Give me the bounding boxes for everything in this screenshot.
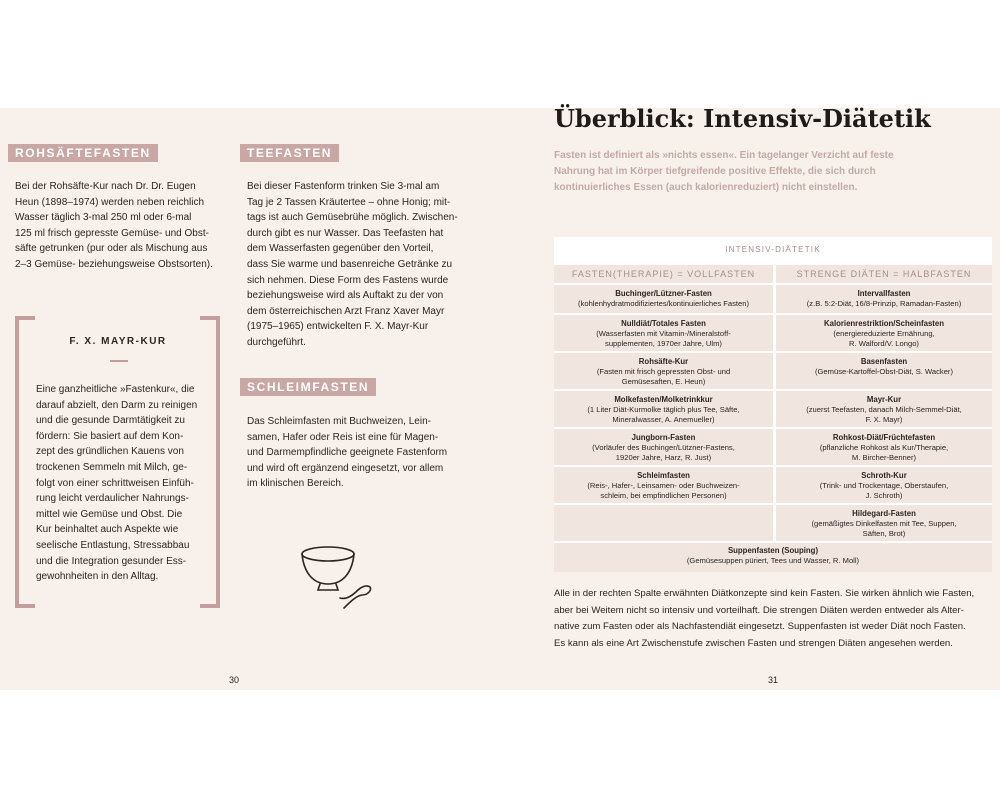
box-bracket-left [15,316,35,608]
table-cell: Jungborn-Fasten (Vorläufer des Buchinger/Lützner-Fastens, 1920er Jahre, Harz, R. Just) [554,429,773,465]
mayr-box-text: Eine ganzheitliche »Fastenkur«, die darauf abzielt, den Darm zu reinigen und die gesunde Darmtätigkeit zu fördern: Sie basiert auf dem Kon- zept des gründlichen Kauens von trockenen Semmeln mit Milch, ge- folgt von einer schrittweisen Einfüh- rung leicht verdaulicher Nahrungs- mittel wie Gemüse und Obst. Die Kur beinhaltet auch Aspekte wie seelische Entlastung, Stressabbau und die Integration gesunder Ess- gewohnheiten in den Alltag. [36,384,198,583]
page-number-30: 30 [229,675,240,685]
table-cell: Nulldiät/Totales Fasten (Wasserfasten mit Vitamin-/Mineralstoff- supplementen, 1970er Jahre, Ulm) [554,315,773,351]
intensiv-diaetetik-table [554,237,992,572]
mayr-box-title: F. X. MAYR-KUR [69,336,167,347]
box-title-rule [110,360,128,362]
rohsaefte-text: Bei der Rohsäfte-Kur nach Dr. Dr. Eugen Heun (1898–1974) werden neben reichlich Wasser täglich 3-mal 250 ml oder 6-mal 125 ml frisch gepresste Gemüse- und Obst- säfte getrunken (pur oder als Mischung aus 2–3 Gemüse- beziehungsweise Obstsorten). [15,181,213,270]
table-cell: Buchinger/Lützner-Fasten (kohlenhydratmodifiziertes/kontinuierliches Fasten) [554,285,773,313]
table-cell: Hildegard-Fasten (gemäßigtes Dinkelfasten mit Tee, Suppen, Säften, Brot) [776,505,992,541]
teefasten-text: Bei dieser Fastenform trinken Sie 3-mal am Tag je 2 Tassen Kräutertee – ohne Honig; mit- tags ist auch Gemüsebrühe möglich. Zwischen- durch gibt es nur Wasser. Das Teefasten hat dem Wasserfasten gegenüber den Vorteil, dass Sie warme und basenreiche Getränke zu sich nehmen. Diese Form des Fastens wurde beziehungsweise wird als Auftakt zu der von dem österreichischen Arzt Franz Xaver Mayr (1975–1965) entwickelten F. X. Mayr-Kur durchgeführt. [247,181,458,348]
table-cell: Molkefasten/Molketrinkkur (1 Liter Diät-Kurmolke täglich plus Tee, Säfte, Mineralwasser, A. Anemueller) [554,391,773,427]
table-cell: Kalorienrestriktion/Scheinfasten (energiereduzierte Ernährung, R. Walford/V. Longo) [776,315,992,351]
table-cell: Mayr-Kur (zuerst Teefasten, danach Milch-Semmel-Diät, F. X. Mayr) [776,391,992,427]
conclusion-text: Alle in der rechten Spalte erwähnten Diätkonzepte sind kein Fasten. Sie wirken ähnlich wie Fasten, aber bei Weitem nicht so intensiv und vorteilhaft. Die strengen Diäten werden entweder als Alter- native zum Fasten oder als Nachfastendiät eingesetzt. Suppenfasten ist weder Diät noch Fasten. Es kann als eine Art Zwischenstufe zwischen Fasten und strengen Diäten angesehen werden. [554,588,975,649]
bowl-spoon-illustration [296,540,376,620]
heading-rohsaeftefasten: ROHSÄFTEFASTEN [8,144,158,162]
table-cell: Rohkost-Diät/Früchtefasten (pflanzliche Rohkost als Kur/Therapie, M. Bircher-Benner) [776,429,992,465]
table-cell: Schleimfasten (Reis-, Hafer-, Leinsamen- oder Buchweizen- schleim, bei empfindlichen Personen) [554,467,773,503]
table-cell-empty [554,505,773,541]
column-header-halbfasten: STRENGE DIÄTEN = HALBFASTEN [776,265,992,283]
page-title: Überblick: Intensiv-Diätetik [554,104,931,133]
table-cell-spanning: Suppenfasten (Souping) (Gemüsesuppen püriert, Tees und Wasser, R. Moll) [554,543,992,572]
intro-text: Fasten ist definiert als »nichts essen«. Ein tagelanger Verzicht auf feste Nahrung hat im Körper tiefgreifende positive Effekte, die sich durch kontinuierliches Essen (auch kalorienreduziert) nicht einstellen. [554,150,894,193]
page-number-31: 31 [768,675,779,685]
schleimfasten-text: Das Schleimfasten mit Buchweizen, Lein- samen, Hafer oder Reis ist eine für Magen- und Darmempfindliche geeignete Fastenform und wird oft ergänzend eingesetzt, vor allem im klinischen Bereich. [247,416,448,490]
table-cell: Schroth-Kur (Trink- und Trockentage, Oberstaufen, J. Schroth) [776,467,992,503]
table-caption: INTENSIV-DIÄTETIK [725,245,821,254]
heading-schleimfasten: SCHLEIMFASTEN [240,378,376,396]
table-cell: Rohsäfte-Kur (Fasten mit frisch gepressten Obst- und Gemüsesaften, E. Heun) [554,353,773,389]
table-cell: Intervallfasten (z.B. 5:2-Diät, 16/8-Prinzip, Ramadan-Fasten) [776,285,992,313]
heading-teefasten: TEEFASTEN [240,144,339,162]
table-cell: Basenfasten (Gemüse-Kartoffel-Obst-Diät, S. Wacker) [776,353,992,389]
column-header-vollfasten: FASTEN(THERAPIE) = VOLLFASTEN [554,265,773,283]
